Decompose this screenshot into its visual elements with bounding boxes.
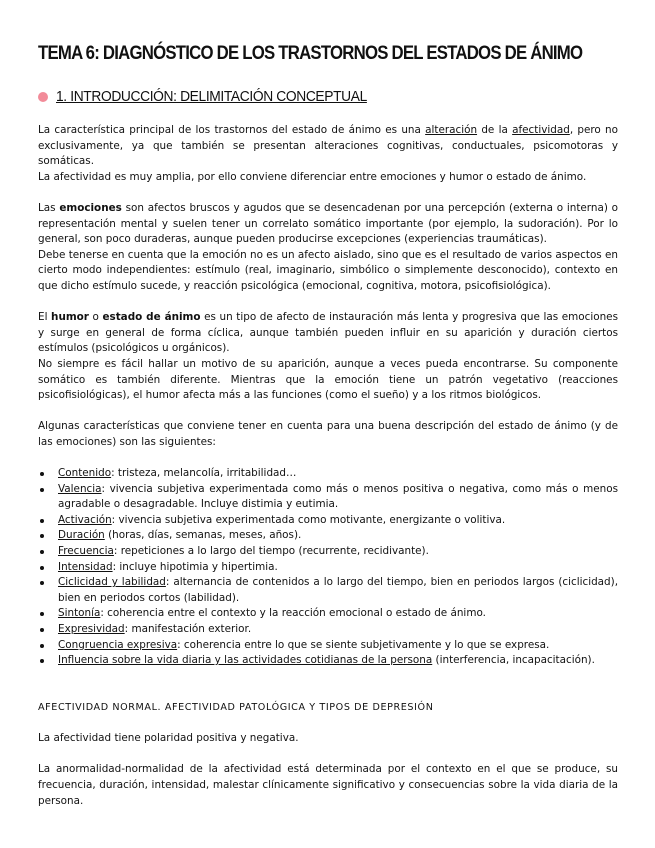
list-item: Intensidad: incluye hipotimia y hipertimia. (38, 560, 618, 576)
page-title: TEMA 6: DIAGNÓSTICO DE LOS TRASTORNOS DEL ESTADOS DE ÁNIMO (38, 42, 583, 64)
list-item: Expresividad: manifestación exterior. (38, 622, 618, 638)
pink-bullet-icon (38, 92, 48, 102)
intro-text-2: de la (477, 124, 513, 136)
intro-text-1: La característica principal de los trastornos del estado de ánimo es una (38, 124, 426, 136)
list-item: Activación: vivencia subjetiva experimentada como motivante, energizante o volitiva. (38, 513, 618, 529)
intro-text-3: , pero no exclusivamente, ya que también se presentan alteraciones cognitivas, conductuales, psicomotoras y somáticas. (38, 124, 618, 168)
intro-paragraph (38, 123, 618, 170)
term-afectividad: afectividad (512, 124, 570, 136)
caracteristicas-list (38, 466, 618, 669)
term-estado-de-animo: estado de ánimo (102, 311, 201, 324)
section-heading-text: 1. INTRODUCCIÓN: DELIMITACIÓN CONCEPTUAL (56, 88, 367, 105)
term-humor: humor (51, 311, 89, 324)
list-item: Congruencia expresiva: coherencia entre lo que se siente subjetivamente y lo que se expresa. (38, 638, 618, 654)
humor-text-3: es un tipo de afecto de instauración más lenta y progresiva que las emociones y surge en general de forma cíclica, aunque también pueden influir en su aparición y duración ciertos estímulos (psicológicos u orgánicos). (38, 311, 618, 355)
list-item: Ciclicidad y labilidad: alternancia de contenidos a lo largo del tiempo, bien en periodos largos (ciclicidad), bien en periodos cortos (labilidad). (38, 575, 618, 606)
term-emociones: emociones (59, 201, 122, 214)
subsection-heading: AFECTIVIDAD NORMAL. AFECTIVIDAD PATOLÓGICA Y TIPOS DE DEPRESIÓN (38, 701, 434, 713)
list-item: Duración (horas, días, semanas, meses, años). (38, 528, 618, 544)
list-item: Influencia sobre la vida diaria y las actividades cotidianas de la persona (interferencia, incapacitación). (38, 653, 618, 669)
humor-text-2: o (88, 311, 103, 324)
section-heading (38, 88, 394, 105)
list-item: Contenido: tristeza, melancolía, irritabilidad… (38, 466, 618, 482)
emociones-text-2: son afectos bruscos y agudos que se desencadenan por una percepción (externa o interna) o representación mental y suelen tener un correlato somático importante (por ejemplo, la sudoración). Por lo general, son poco duraderas, aunque pueden producirse excepciones (experiencias traumáticas). (38, 201, 618, 246)
list-item: Frecuencia: repeticiones a lo largo del tiempo (recurrente, recidivante). (38, 544, 618, 560)
humor-text-1: El (38, 311, 52, 324)
term-alteracion: alteración (425, 124, 478, 136)
document-body (38, 123, 618, 809)
humor-paragraph (38, 310, 618, 357)
emociones-paragraph-2: Debe tenerse en cuenta que la emoción no es un afecto aislado, sino que es el resultado de varios aspectos en cierto modo independientes: estímulo (real, imaginario, simbólico o simplemente desconocido), contexto en que dicho estímulo sucede, y reacción psicológica (emocional, cognitiva, motora, psicofisiológica). (38, 248, 618, 292)
humor-paragraph-2: No siempre es fácil hallar un motivo de su aparición, aunque a veces pueda encontrarse. Su componente somático es también diferente. Mientras que la emoción tiene un patrón vegetativo (reacciones psicofisiológicas), el humor afecta más a las funciones (como el sueño) y a los ritmos biológicos. (38, 357, 618, 402)
emociones-text-1: Las (38, 201, 60, 214)
intro-paragraph-2: La afectividad es muy amplia, por ello conviene diferenciar entre emociones y humor o estado de ánimo. (38, 170, 587, 183)
emociones-paragraph (38, 201, 618, 248)
list-item: Valencia: vivencia subjetiva experimentada como más o menos positiva o negativa, como más o menos agradable o desagradable. Incluye distimia y eutimia. (38, 482, 618, 513)
polaridad-paragraph: La afectividad tiene polaridad positiva y negativa. (38, 732, 299, 745)
caracteristicas-intro: Algunas características que conviene tener en cuenta para una buena descripción del estado de ánimo (y de las emociones) son las siguientes: (38, 420, 618, 448)
anormalidad-paragraph: La anormalidad-normalidad de la afectividad está determinada por el contexto en el que se produce, su frecuencia, duración, intensidad, malestar clínicamente significativo y consecuencias sobre la vida diaria de la persona. (38, 763, 618, 807)
list-item: Sintonía: coherencia entre el contexto y la reacción emocional o estado de ánimo. (38, 606, 618, 622)
